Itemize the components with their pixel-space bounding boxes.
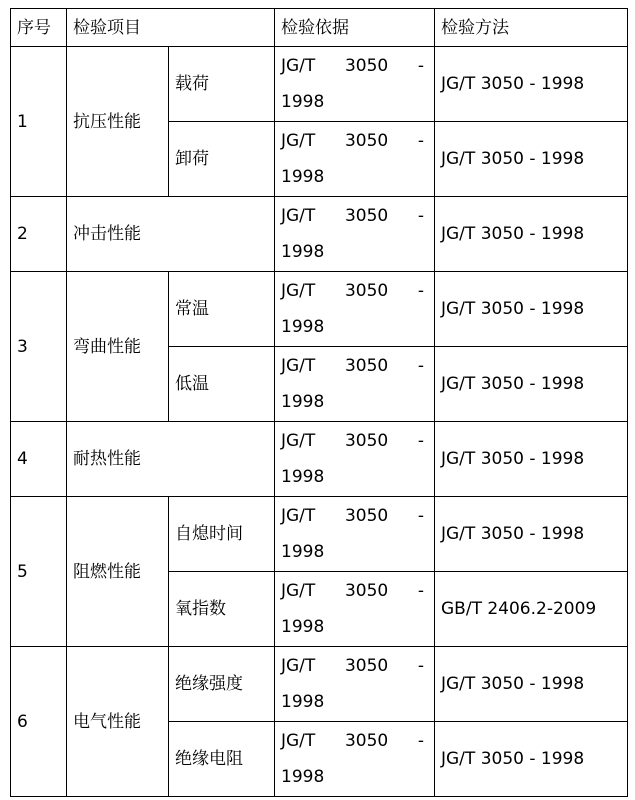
method-cell: JG/T 3050 - 1998: [435, 122, 628, 197]
item-name: 弯曲性能: [67, 272, 169, 422]
basis-number: 3050: [344, 506, 389, 526]
basis-number: 3050: [344, 56, 389, 76]
row-number: 3: [11, 272, 67, 422]
method-cell: GB/T 2406.2-2009: [435, 572, 628, 647]
item-name: 耐热性能: [67, 422, 275, 497]
basis-year: 1998: [281, 467, 325, 487]
basis-number: 3050: [344, 281, 389, 301]
table-row: [11, 497, 628, 572]
item-name: 冲击性能: [67, 197, 275, 272]
basis-cell: [275, 572, 435, 647]
basis-dash: -: [417, 506, 424, 526]
basis-year: 1998: [281, 242, 325, 262]
basis-year: 1998: [281, 617, 325, 637]
sub-item: 低温: [169, 347, 275, 422]
sub-item: 自熄时间: [169, 497, 275, 572]
basis-dash: -: [417, 131, 424, 151]
basis-code: JG/T: [281, 731, 316, 751]
table-row: [11, 422, 628, 497]
method-cell: JG/T 3050 - 1998: [435, 47, 628, 122]
method-cell: JG/T 3050 - 1998: [435, 422, 628, 497]
basis-cell: [275, 272, 435, 347]
sub-item: 卸荷: [169, 122, 275, 197]
basis-number: 3050: [344, 731, 389, 751]
row-number: 1: [11, 47, 67, 197]
method-cell: JG/T 3050 - 1998: [435, 197, 628, 272]
header-method: 检验方法: [435, 9, 628, 47]
method-cell: JG/T 3050 - 1998: [435, 272, 628, 347]
basis-number: 3050: [344, 431, 389, 451]
basis-number: 3050: [344, 581, 389, 601]
row-number: 2: [11, 197, 67, 272]
basis-code: JG/T: [281, 431, 316, 451]
basis-code: JG/T: [281, 56, 316, 76]
table-row: [11, 272, 628, 347]
header-no: 序号: [11, 9, 67, 47]
sub-item: 氧指数: [169, 572, 275, 647]
basis-number: 3050: [344, 356, 389, 376]
item-name: 电气性能: [67, 647, 169, 797]
basis-code: JG/T: [281, 506, 316, 526]
table-row: [11, 47, 628, 122]
table-row: [11, 647, 628, 722]
basis-code: JG/T: [281, 356, 316, 376]
basis-cell: [275, 122, 435, 197]
header-basis: 检验依据: [275, 9, 435, 47]
basis-year: 1998: [281, 167, 325, 187]
basis-cell: [275, 647, 435, 722]
sub-item: 常温: [169, 272, 275, 347]
sub-item: 绝缘电阻: [169, 722, 275, 797]
basis-year: 1998: [281, 392, 325, 412]
basis-cell: [275, 497, 435, 572]
basis-year: 1998: [281, 692, 325, 712]
basis-code: JG/T: [281, 131, 316, 151]
basis-cell: [275, 722, 435, 797]
row-number: 4: [11, 422, 67, 497]
basis-dash: -: [417, 656, 424, 676]
basis-dash: -: [417, 731, 424, 751]
sub-item: 绝缘强度: [169, 647, 275, 722]
basis-year: 1998: [281, 92, 325, 112]
basis-dash: -: [417, 281, 424, 301]
row-number: 5: [11, 497, 67, 647]
basis-cell: [275, 197, 435, 272]
method-cell: JG/T 3050 - 1998: [435, 722, 628, 797]
basis-dash: -: [417, 581, 424, 601]
basis-dash: -: [417, 56, 424, 76]
basis-cell: [275, 47, 435, 122]
basis-cell: [275, 347, 435, 422]
basis-year: 1998: [281, 317, 325, 337]
sub-item: 载荷: [169, 47, 275, 122]
method-cell: JG/T 3050 - 1998: [435, 347, 628, 422]
header-item: 检验项目: [67, 9, 275, 47]
basis-year: 1998: [281, 767, 325, 787]
inspection-table: [10, 8, 628, 797]
row-number: 6: [11, 647, 67, 797]
basis-number: 3050: [344, 131, 389, 151]
basis-code: JG/T: [281, 581, 316, 601]
header-row: [11, 9, 628, 47]
basis-dash: -: [417, 431, 424, 451]
method-cell: JG/T 3050 - 1998: [435, 497, 628, 572]
basis-cell: [275, 422, 435, 497]
basis-dash: -: [417, 356, 424, 376]
basis-number: 3050: [344, 656, 389, 676]
item-name: 抗压性能: [67, 47, 169, 197]
basis-code: JG/T: [281, 206, 316, 226]
basis-dash: -: [417, 206, 424, 226]
item-name: 阻燃性能: [67, 497, 169, 647]
basis-number: 3050: [344, 206, 389, 226]
method-cell: JG/T 3050 - 1998: [435, 647, 628, 722]
table-row: [11, 197, 628, 272]
basis-year: 1998: [281, 542, 325, 562]
basis-code: JG/T: [281, 281, 316, 301]
basis-code: JG/T: [281, 656, 316, 676]
